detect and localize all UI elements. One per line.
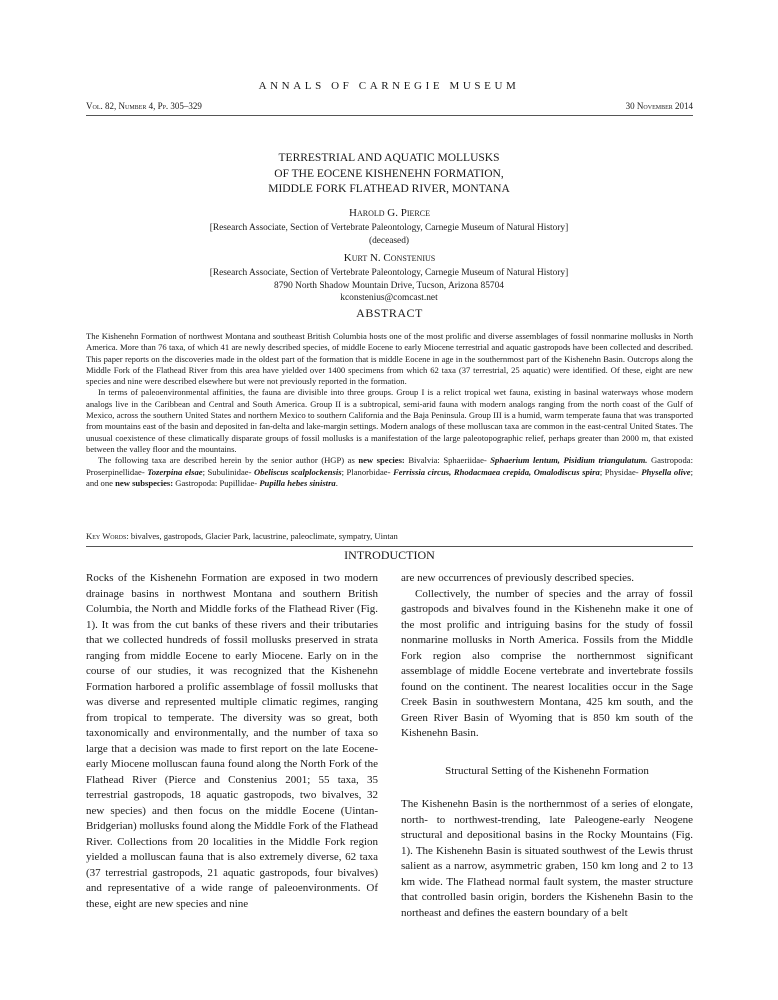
new-species-label: new species: <box>358 455 405 466</box>
issue-line <box>86 101 693 111</box>
introduction-heading: INTRODUCTION <box>344 548 435 562</box>
deceased-note: (deceased) <box>368 235 410 246</box>
volume-info: Vol. 82, Number 4, Pp. 305–329 <box>86 101 202 111</box>
author-name-2: Kurt N. Constenius <box>343 252 436 264</box>
taxon-name: Physella olive <box>641 466 691 477</box>
left-column <box>86 571 378 912</box>
taxon-name: Sphaerium lentum, Pisidium triangulatum. <box>490 455 648 466</box>
affiliation-text: [Research Associate, Section of Vertebrate Paleontology, Carnegie Museum of Natural History] <box>209 223 569 233</box>
right-column <box>401 571 693 921</box>
article-title <box>120 151 658 198</box>
title-line-2: OF THE EOCENE KISHENEHN FORMATION, <box>274 167 504 180</box>
abstract-body <box>86 331 693 489</box>
abstract-paragraph-1: The Kishenehn Formation of northwest Montana and southeast British Columbia hosts one of the most prolific and diverse assemblages of fossil nonmarine mollusks in North America. More than 76 taxa, of which 41 are newly described species, of middle Eocene to early Miocene terrestrial and aquatic gastropods have been collected and described. This paper reports on the discoveries made in the oldest part of the formation that is middle Eocene in age in the southernmost part of the Kishenehn Basin. Outcrops along the Middle Fork of the Flathead River from this area have yielded over 1400 specimens from which 62 taxa (37 terrestrial, 25 aquatic) were identified. Of these, eight are new species and nine were described elsewhere but were not previously reported in the formation. <box>86 331 693 387</box>
header-rule <box>86 115 693 116</box>
author-address: 8790 North Shadow Mountain Drive, Tucson, Arizona 85704 <box>274 280 504 291</box>
affiliation-text: [Research Associate, Section of Vertebrate Paleontology, Carnegie Museum of Natural History] <box>209 268 569 278</box>
taxon-name: Pupilla hebes sinistra <box>259 477 336 488</box>
intro-paragraph-1: Rocks of the Kishenehn Formation are exposed in two modern drainage basins in northwest Montana and southern British Columbia, the North and Middle forks of the Flathead River (Fig. 1). It was from the cut banks of these rivers and their tributaries that we collected hundreds of fossil mollusks preserved in strata ranging from middle Eocene to early Miocene. Early on in the course of our studies, it was recognized that the Kishenehn Formation harbored a prolific assemblage of fossil mollusks that was diverse and represented multiple climatic regimes, ranging from tropical to temperate. The diversity was so great, both taxonomically and environmentally, and the number of taxa so large that a decision was made to first report on the late Eocene-early Miocene molluscan fauna found along the North Fork of the Flathead River (Pierce and Constenius 2001; 55 taxa, 35 terrestrial gastropods, 18 aquatic gastropods, two bivalves, 32 new species) and then focus on the middle Eocene (Uintan-Bridgerian) mollusks found along the Middle Fork of the Flathead River. Collections from 20 localities in the Middle Fork region yielded a molluscan fauna that is also extremely diverse, 62 taxa (37 terrestrial gastropods, 21 aquatic gastropods, four bivalves) and representative of a wide range of paleoenvironments. Of these, eight are new species and nine <box>86 572 378 910</box>
taxon-name: Tozerpina elsae <box>147 466 203 477</box>
intro-paragraph-2: Collectively, the number of species and the array of fossil gastropods and bivalves found in the Kishenehn make it one of the most prolific and intriguing basins for the study of fossil nonmarine mollusks in North America. Fossils from the Middle Fork region also comprise the northernmost significant assemblage of middle Eocene vertebrate and invertebrate fossils found on the continent. The nearest localities occur in the Sage Creek Basin in southwestern Montana, 425 km south, and the Green River Basin of Wyoming that is 850 km south of the Kishenehn Basin. <box>401 587 693 739</box>
keywords-rule <box>86 546 693 547</box>
abstract-paragraph-2: In terms of paleoenvironmental affinities, the fauna are divisible into three groups. Group I is a relict tropical wet fauna, existing in basinal waterways whose modern analogs live in the Caribbean and Central and South America. Group II is a subtropical, semi-arid fauna with modern analogs ranging from the north coast of the Gulf of Mexico, across the southern United States and northern Mexico to southern California and the Baja Peninsula. Group III is a humid, warm temperate fauna that was transported from mountains east of the basin and deposited in fan-delta and lake-margin settings. Modern analogs of these molluscan taxa are common in the east-central United States. The unusual coexistence of these climatically disparate groups of fossil mollusks is a manifestation of the large paleotopographic relief, perhaps greater than 2000 m, that existed between the valley floor and the mountains. <box>86 387 693 454</box>
intro-paragraph-1-cont: are new occurrences of previously described species. <box>401 572 635 584</box>
publication-date: 30 November 2014 <box>625 101 693 111</box>
journal-name: ANNALS OF CARNEGIE MUSEUM <box>258 80 520 92</box>
author-name-1: Harold G. Pierce <box>349 207 430 219</box>
title-line-3: MIDDLE FORK FLATHEAD RIVER, MONTANA <box>268 183 510 195</box>
title-line-1: TERRESTRIAL AND AQUATIC MOLLUSKS <box>278 152 500 164</box>
abstract-heading: ABSTRACT <box>356 306 423 320</box>
author-affiliation-1 <box>140 222 638 247</box>
author-email: kconstenius@comcast.net <box>340 293 438 303</box>
structural-setting-heading: Structural Setting of the Kishenehn Formation <box>445 764 649 777</box>
structural-paragraph-1: The Kishenehn Basin is the northernmost of a series of elongate, north- to northwest-trending, late Paleogene-early Neogene structural and depositional basins in the Rocky Mountains (Fig. 1). The Kishenehn Basin is situated southwest of the Lewis thrust salient as a narrow, asymmetric graben, 150 km long and 2 to 13 km wide. The Flathead normal fault system, the master structure that controlled basin origin, borders the Kishenehn Basin to the northeast and defines the eastern boundary of a belt <box>401 798 693 919</box>
taxon-name: Ferrissia circus, Rhodacmaea crepida, Omalodiscus spira <box>393 466 600 477</box>
taxon-name: Obeliscus scalplockensis <box>254 466 342 477</box>
abstract-paragraph-3: The following taxa are described herein by the senior author (HGP) as new species: Bivalvia: Sphaeriidae- Sphaerium lentum, Pisidium triangulatum. Gastropoda: Proserpinellidae- Tozerpina elsae; Subulinidae- Obeliscus scalplockensis; Planorbidae- Ferrissia circus, Rhodacmaea crepida, Omalodiscus spira; Physidae- Physella olive; and one new subspecies: Gastropoda: Pupillidae- Pupilla hebes sinistra. <box>86 455 694 488</box>
keywords-text: bivalves, gastropods, Glacier Park, lacustrine, paleoclimate, sympatry, Uintan <box>130 531 398 541</box>
author-affiliation-2 <box>140 267 638 305</box>
keywords-label: Key Words: <box>86 531 129 541</box>
keywords-line <box>86 531 693 541</box>
new-subspecies-label: new subspecies: <box>115 477 174 488</box>
